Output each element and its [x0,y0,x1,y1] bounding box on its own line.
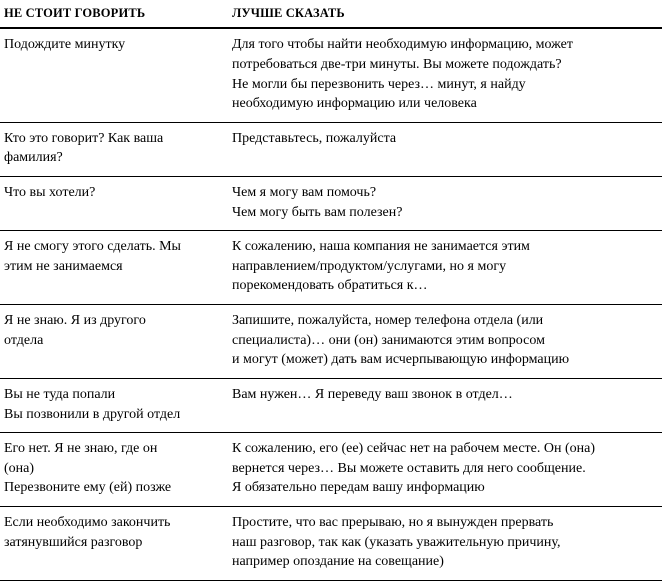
phrase-line: Что вы хотели? [4,185,96,201]
phrase-line: Если необходимо закончить [4,514,171,530]
cell-recommended-phrase [224,231,662,305]
cell-recommended-phrase [224,506,662,580]
phrase-line: наш разговор, так как (указать уважительную причину, [232,534,561,550]
cell-not-recommended-phrase [0,28,224,122]
cell-not-recommended-phrase [0,506,224,580]
phrase-line: например опоздание на совещание) [232,554,444,570]
phrase-line: Вы позвонили в другой отдел [4,406,181,422]
phrase-line: потребоваться две-три минуты. Вы можете подождать? [232,56,562,72]
cell-recommended-phrase [224,28,662,122]
phrase-line: направлением/продуктом/услугами, но я могу [232,258,507,274]
phrase-line: Перезвоните ему (ей) позже [4,480,172,496]
phrase-line: затянувшийся разговор [4,534,143,550]
phrase-line: Не могли бы перезвонить через… минут, я найду [232,76,526,92]
table-row [0,177,662,231]
table-row [0,122,662,176]
table-row [0,28,662,122]
phrase-line: Для того чтобы найти необходимую информацию, может [232,37,574,53]
table-header-row [0,0,662,28]
table-row [0,378,662,432]
phrase-line: Вы не туда попали [4,386,116,402]
phrase-line: Вам нужен… Я переведу ваш звонок в отдел… [232,386,513,402]
phrase-line: К сожалению, его (ее) сейчас нет на рабочем месте. Он (она) [232,441,595,457]
phrase-line: этим не занимаемся [4,258,123,274]
phrase-line: Я не смогу этого сделать. Мы [4,239,181,255]
phrase-line: Я обязательно передам вашу информацию [232,480,485,496]
table-row [0,506,662,580]
phrase-line: Чем могу быть вам полезен? [232,204,403,220]
column-header-recommended: ЛУЧШЕ СКАЗАТЬ [224,0,662,28]
phrase-line: порекомендовать обратиться к… [232,278,428,294]
phrase-line: (она) [4,460,35,476]
phrase-line: фамилия? [4,150,63,166]
table-row [0,433,662,507]
cell-recommended-phrase [224,305,662,379]
cell-recommended-phrase [224,122,662,176]
phrase-line: отдела [4,332,44,348]
cell-not-recommended-phrase [0,433,224,507]
cell-not-recommended-phrase [0,177,224,231]
table-row [0,231,662,305]
table-body [0,28,662,580]
phrase-line: необходимую информацию или человека [232,96,477,112]
phrase-line: специалиста)… они (он) занимаются этим вопросом [232,332,545,348]
cell-recommended-phrase [224,433,662,507]
table-header [0,0,662,28]
phrase-line: Подождите минутку [4,37,126,53]
cell-not-recommended-phrase [0,378,224,432]
phrase-line: Кто это говорит? Как ваша [4,130,164,146]
phrase-line: К сожалению, наша компания не занимается этим [232,239,530,255]
table-row [0,305,662,379]
cell-not-recommended-phrase [0,305,224,379]
cell-not-recommended-phrase [0,231,224,305]
phrase-line: Простите, что вас прерываю, но я вынужден прервать [232,514,554,530]
cell-recommended-phrase [224,177,662,231]
column-header-not-recommended: НЕ СТОИТ ГОВОРИТЬ [0,0,224,28]
phrase-line: Его нет. Я не знаю, где он [4,441,158,457]
phrase-line: и могут (может) дать вам исчерпывающую информацию [232,352,570,368]
phrase-line: Чем я могу вам помочь? [232,185,377,201]
cell-recommended-phrase [224,378,662,432]
phrase-line: Запишите, пожалуйста, номер телефона отдела (или [232,313,544,329]
phrase-line: Представьтесь, пожалуйста [232,130,397,146]
phrase-line: вернется через… Вы можете оставить для него сообщение. [232,460,586,476]
cell-not-recommended-phrase [0,122,224,176]
phrase-line: Я не знаю. Я из другого [4,313,146,329]
